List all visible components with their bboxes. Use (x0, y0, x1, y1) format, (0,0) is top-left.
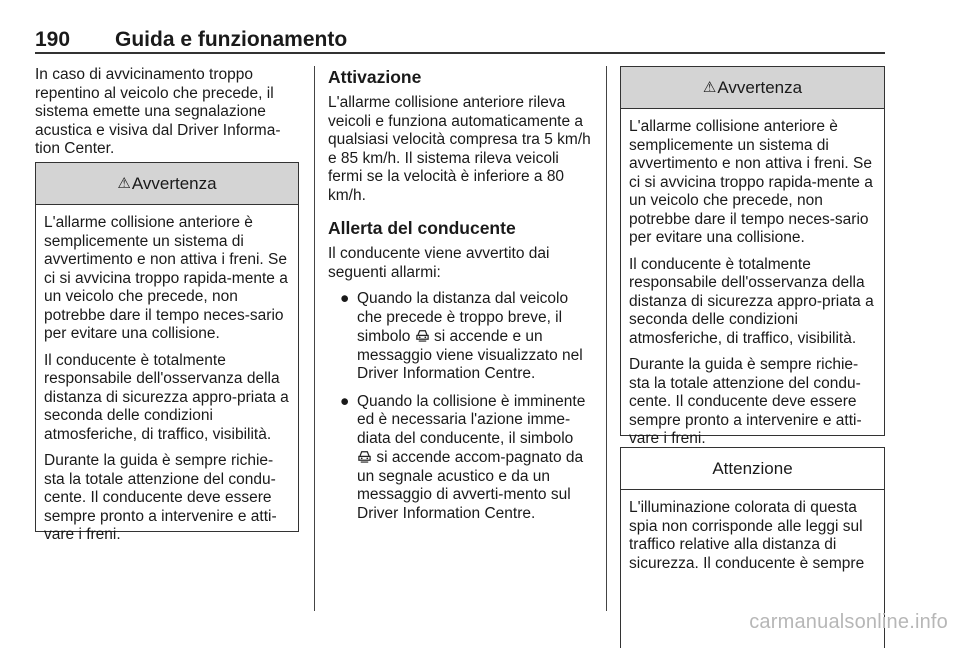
warning-triangle-icon: ⚠ (702, 79, 717, 96)
alert-paragraph: Il conducente viene avvertito dai seguenti allarmi: (328, 245, 550, 281)
warning-triangle-icon: ⚠ (117, 175, 131, 192)
warning-paragraph: L'allarme collisione anteriore è semplicemente un sistema di avvertimento e non attiva i freni. Se ci si avvicina troppo rapida-mente a un veicolo che precede, non potrebbe dare il tempo neces-sario per evitare una collisione. (44, 214, 288, 342)
warning-paragraph: Durante la guida è sempre richie-sta la totale attenzione del condu-cente. Il conducente deve essere sempre pronto a intervenire e atti-vare i freni. (44, 452, 277, 543)
warning-header (621, 67, 884, 109)
bullet-text: Quando la distanza dal veicolo che precede è troppo breve, il simbolo (357, 290, 569, 345)
column-divider-1 (314, 66, 315, 611)
page-title: Guida e funzionamento (115, 28, 348, 51)
vehicle-ahead-icon (357, 448, 372, 463)
caution-header: Attenzione (621, 448, 884, 490)
warning-body (621, 109, 884, 449)
warning-paragraph: Il conducente è totalmente responsabile dell'osservanza della distanza di sicurezza appro-priata a seconda delle condizioni atmosferiche, di traffico, visibilità. (629, 255, 874, 347)
section-heading-activation: Attivazione (328, 67, 422, 87)
bullet-icon: ● (340, 392, 350, 410)
watermark: carmanualsonline.info (749, 611, 948, 633)
warning-box-2 (620, 66, 885, 447)
caution-body (621, 490, 884, 573)
warning-paragraph: Durante la guida è sempre richie-sta la totale attenzione del condu-cente. Il conducente deve essere sempre pronto a intervenire e atti-vare i freni. (629, 356, 862, 447)
intro-paragraph: In caso di avvicinamento troppo repentino al veicolo che precede, il sistema emette una segnalazione acustica e visiva dal Driver Informa-tion Center. (35, 66, 281, 157)
page-header (35, 28, 347, 52)
warning-header (36, 163, 298, 205)
warning-title: Avvertenza (717, 78, 803, 97)
warning-title: Avvertenza (131, 174, 217, 193)
bullet-text: si accende e un messaggio viene visualizzato nel Driver Information Centre. (357, 328, 583, 382)
warning-body (36, 205, 298, 545)
list-item (328, 290, 591, 384)
list-item (328, 393, 591, 524)
bullet-icon: ● (340, 290, 350, 307)
column-1 (35, 66, 297, 167)
warning-box-1 (35, 162, 299, 543)
vehicle-ahead-icon (415, 327, 430, 342)
page-number: 190 (35, 28, 71, 51)
warning-paragraph: Il conducente è totalmente responsabile dell'osservanza della distanza di sicurezza appro-priata a seconda delle condizioni atmosferiche, di traffico, visibilità. (44, 351, 289, 443)
warning-paragraph: L'allarme collisione anteriore è semplicemente un sistema di avvertimento e non attiva i freni. Se ci si avvicina troppo rapida-mente a un veicolo che precede, non potrebbe dare il tempo neces-sario per evitare una collisione. (629, 118, 873, 246)
header-rule (35, 52, 885, 54)
bullet-text: si accende accom-pagnato da un segnale acustico e da un messaggio di avverti-mento sul Driver Information Centre. (357, 449, 584, 522)
activation-paragraph: L'allarme collisione anteriore rileva veicoli e funziona automaticamente a qualsiasi velocità compresa tra 5 km/h e 85 km/h. Il sistema rileva veicoli fermi se la velocità è inferiore a 80 km/h. (328, 94, 591, 204)
caution-paragraph: L'illuminazione colorata di questa spia non corrisponde alle leggi sul traffico relative alla distanza di sicurezza. Il conducente è sempre (629, 499, 865, 572)
bullet-text: Quando la collisione è imminente ed è necessaria l'azione imme-diata del conducente, il simbolo (357, 392, 586, 447)
column-divider-2 (606, 66, 607, 611)
section-heading-driver-alert: Allerta del conducente (328, 218, 516, 238)
column-2 (328, 66, 591, 532)
